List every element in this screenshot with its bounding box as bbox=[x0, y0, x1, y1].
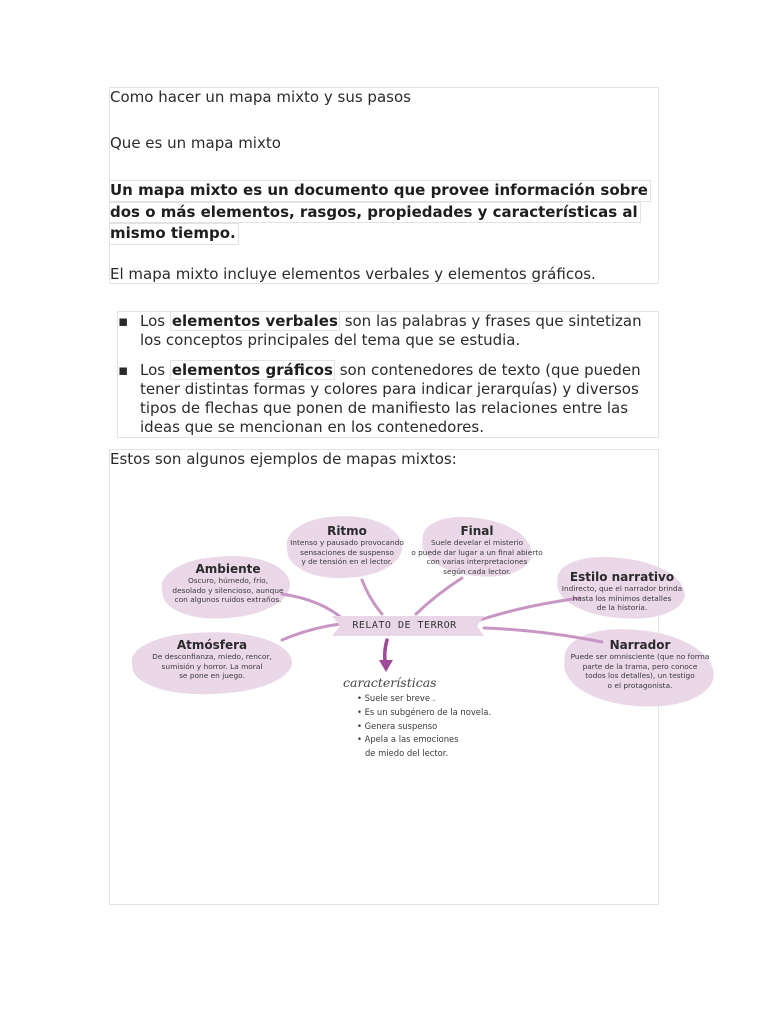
node-description: Puede ser omnisciente (que no forma parte de la trama, pero conoce todos los detalles), un testigo o el protagonista. bbox=[570, 652, 710, 690]
list-item: • Genera suspenso bbox=[357, 720, 438, 731]
characteristics-list bbox=[357, 692, 491, 761]
examples-intro: Estos son algunos ejemplos de mapas mixtos: bbox=[110, 450, 457, 468]
node-description: Indirecto, que el narrador brinda hasta los mínimos detalles de la historia. bbox=[561, 584, 683, 613]
section-heading: Que es un mapa mixto bbox=[110, 134, 281, 152]
list-item: • Es un subgénero de la novela. bbox=[357, 706, 492, 717]
bullet-bold-term: elementos verbales bbox=[171, 312, 338, 330]
includes-paragraph: El mapa mixto incluye elementos verbales y elementos gráficos. bbox=[110, 265, 596, 283]
characteristics-title: características bbox=[343, 675, 437, 690]
node-ambiente bbox=[162, 562, 294, 605]
list-item: de miedo del lector. bbox=[357, 748, 449, 759]
node-title: Ritmo bbox=[327, 524, 367, 538]
bullet-marker: ▪ bbox=[118, 312, 129, 330]
list-item: • Suele ser breve . bbox=[357, 693, 436, 703]
node-description: Intenso y pausado provocando sensaciones de suspenso y de tensión en el lector. bbox=[290, 538, 404, 567]
list-item: • Apela a las emociones bbox=[357, 734, 459, 745]
definition-line: Un mapa mixto es un documento que provee información sobre bbox=[110, 180, 651, 202]
node-ritmo bbox=[282, 524, 412, 567]
bullet-list bbox=[118, 312, 658, 448]
document-title: Como hacer un mapa mixto y sus pasos bbox=[110, 88, 411, 106]
bullet-text-prefix: Los bbox=[140, 312, 170, 330]
intro-section bbox=[109, 87, 659, 284]
node-narrador bbox=[560, 638, 720, 690]
connector-ritmo bbox=[362, 580, 382, 614]
node-description: Suele develar el misterio o puede dar lugar a un final abierto con varias interpretaciones según cada lector. bbox=[411, 538, 543, 576]
bullet-marker: ▪ bbox=[118, 361, 129, 379]
examples-section bbox=[109, 449, 710, 905]
node-description: Oscuro, húmedo, frío, desolado y silencioso, aunque con algunos ruidos extraños. bbox=[172, 576, 284, 605]
node-title: Narrador bbox=[609, 638, 671, 652]
bullet-text: son contenedores de texto (que pueden tener distintas formas y colores para indicar jerarquías) y diversos tipos de flechas que ponen de manifiesto las relaciones entre las ideas que se mencionan en los contenedores. bbox=[140, 361, 641, 436]
node-estilo-narrativo bbox=[552, 570, 692, 613]
node-title: Ambiente bbox=[195, 562, 261, 576]
center-node bbox=[332, 616, 477, 638]
bullet-section bbox=[117, 311, 659, 438]
mind-map-image bbox=[132, 512, 722, 760]
connector-final bbox=[416, 578, 462, 614]
node-atmosfera bbox=[136, 638, 288, 681]
definition-paragraph bbox=[110, 180, 658, 245]
node-description: De desconfianza, miedo, rencor, sumisión y horror. La moral se pone en juego. bbox=[152, 652, 272, 681]
list-item bbox=[118, 361, 658, 437]
center-label: RELATO DE TERROR bbox=[352, 620, 457, 631]
node-title: Atmósfera bbox=[176, 638, 248, 652]
list-item bbox=[118, 312, 658, 350]
arrowhead-icon bbox=[379, 660, 393, 672]
node-title: Final bbox=[460, 524, 494, 538]
node-title: Estilo narrativo bbox=[569, 570, 675, 584]
bullet-text-prefix: Los bbox=[140, 361, 170, 379]
definition-line: dos o más elementos, rasgos, propiedades y características al bbox=[110, 202, 641, 224]
bullet-text: son las palabras y frases que sintetizan los conceptos principales del tema que se estudia. bbox=[140, 312, 642, 349]
node-final bbox=[407, 524, 547, 576]
definition-line: mismo tiempo. bbox=[110, 223, 239, 245]
bullet-bold-term: elementos gráficos bbox=[171, 361, 333, 379]
